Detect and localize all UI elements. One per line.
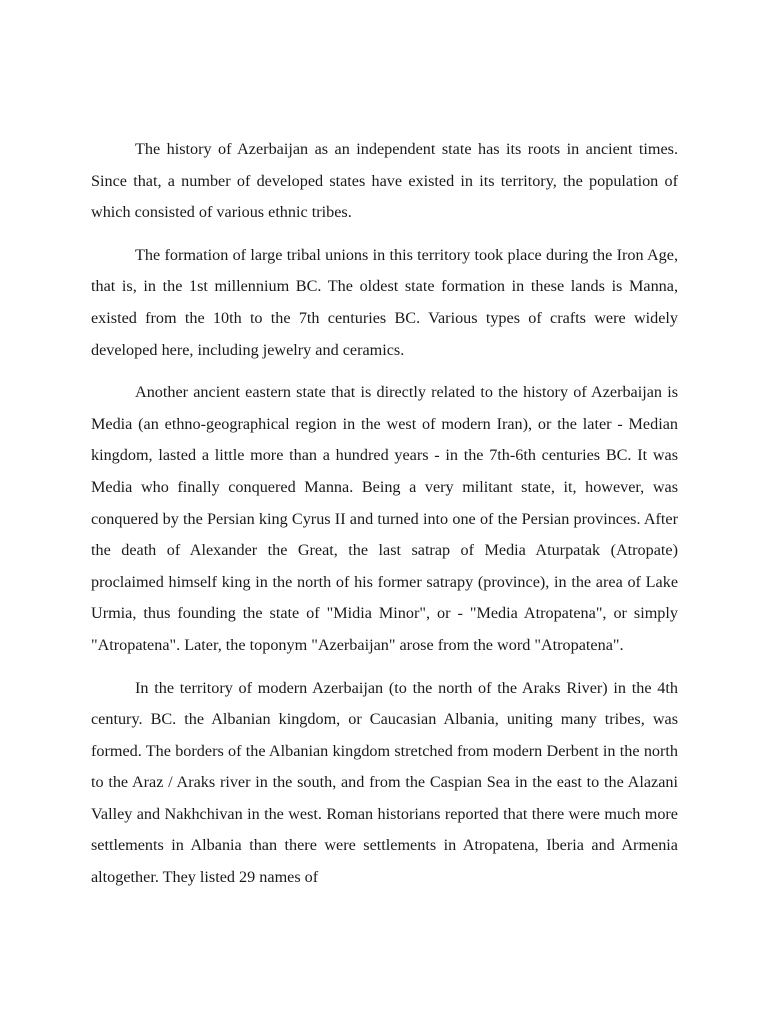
paragraph-azerbaijan-origins: The history of Azerbaijan as an independent state has its roots in ancient times. Since that, a number of developed states have existed in its territory, the population of which consisted of various ethnic tribes.	[91, 140, 678, 222]
paragraph-caucasian-albania: In the territory of modern Azerbaijan (to the north of the Araks River) in the 4th century. BC. the Albanian kingdom, or Caucasian Albania, uniting many tribes, was formed. The borders of the Albanian kingdom stretched from modern Derbent in the north to the Araz / Araks river in the south, and from the Caspian Sea in the east to the Alazani Valley and Nakhchivan in the west. Roman historians reported that there were much more settlements in Albania than there were settlements in Atropatena, Iberia and Armenia altogether. They listed 29 names of	[91, 678, 678, 887]
document-body	[91, 134, 678, 894]
paragraph-media-atropatena: Another ancient eastern state that is directly related to the history of Azerbaijan is Media (an ethno-geographical region in the west of modern Iran), or the later - Median kingdom, lasted a little more than a hundred years - in the 7th-6th centuries BC. It was Media who finally conquered Manna. Being a very militant state, it, however, was conquered by the Persian king Cyrus II and turned into one of the Persian provinces. After the death of Alexander the Great, the last satrap of Media Aturpatak (Atropate) proclaimed himself king in the north of his former satrapy (province), in the area of Lake Urmia, thus founding the state of "Midia Minor", or - "Media Atropatena", or simply "Atropatena". Later, the toponym "Azerbaijan" arose from the word "Atropatena".	[91, 383, 678, 654]
paragraph-manna: The formation of large tribal unions in this territory took place during the Iron Age, that is, in the 1st millennium BC. The oldest state formation in these lands is Manna, existed from the 10th to the 7th centuries BC. Various types of crafts were widely developed here, including jewelry and ceramics.	[91, 245, 678, 359]
